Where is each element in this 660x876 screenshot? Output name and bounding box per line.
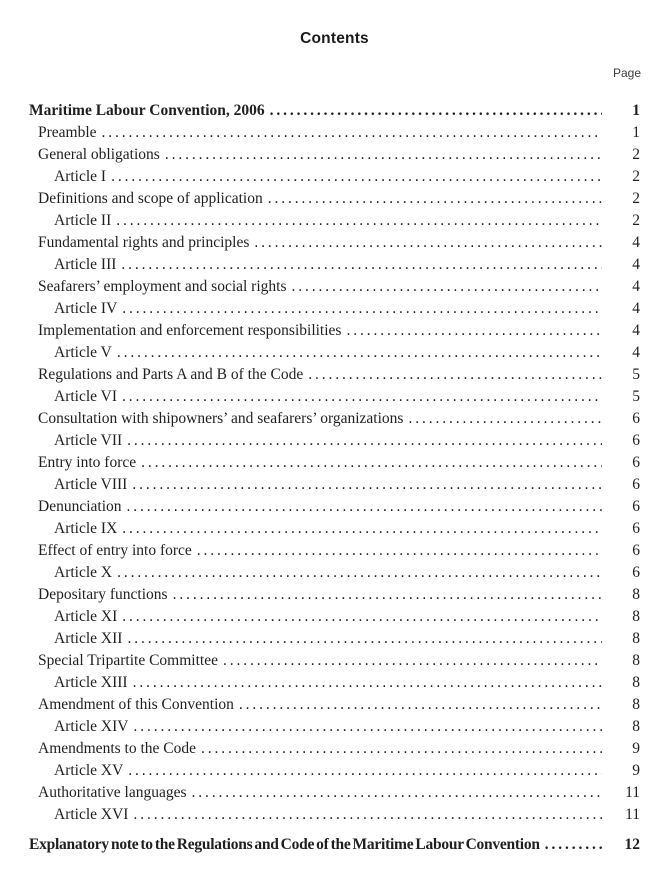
- toc-entry-label: Seafarers’ employment and social rights: [38, 278, 287, 295]
- toc-row: [29, 628, 640, 650]
- dot-leader: [403, 408, 602, 430]
- dot-leader: [218, 650, 602, 672]
- toc-entry-label: Article XI: [54, 608, 118, 625]
- toc-row: [29, 122, 640, 144]
- toc-entry-label: Denunciation: [38, 498, 122, 515]
- toc-row: [29, 298, 640, 320]
- toc-row: [29, 672, 640, 694]
- page-number: 6: [632, 476, 640, 493]
- page-number: 5: [632, 388, 640, 405]
- toc-row: [29, 782, 640, 804]
- dot-leader: [341, 320, 602, 342]
- page-number: 4: [632, 322, 640, 339]
- toc-entry-label: Article II: [54, 212, 112, 229]
- page-title: Contents: [300, 30, 369, 47]
- toc-entry-label: Fundamental rights and principles: [38, 234, 250, 251]
- page-number: 4: [632, 234, 640, 251]
- page-number: 1: [632, 102, 640, 119]
- dot-leader: [112, 342, 602, 364]
- dot-leader: [234, 694, 602, 716]
- toc-list: [29, 100, 640, 856]
- page-number: 2: [632, 146, 640, 163]
- dot-leader: [303, 364, 602, 386]
- page-number: 6: [632, 564, 640, 581]
- page-number: 9: [632, 762, 640, 779]
- page-number: 5: [632, 366, 640, 383]
- toc-row: [29, 188, 640, 210]
- toc-entry-label: Article XIII: [54, 674, 128, 691]
- toc-row: [29, 320, 640, 342]
- page-number: 2: [632, 168, 640, 185]
- toc-entry-label: Article IX: [54, 520, 118, 537]
- dot-leader: [196, 738, 602, 760]
- page-column-header: Page: [612, 66, 641, 80]
- toc-entry-label: Article XIV: [54, 718, 129, 735]
- page-number: 4: [632, 344, 640, 361]
- toc-row: [29, 452, 640, 474]
- toc-entry-label: Regulations and Parts A and B of the Code: [38, 366, 304, 383]
- dot-leader: [122, 430, 602, 452]
- dot-leader: [127, 474, 602, 496]
- toc-entry-label: Article VII: [54, 432, 123, 449]
- toc-entry-label: Article IV: [54, 300, 118, 317]
- dot-leader: [117, 606, 602, 628]
- toc-row: [29, 386, 640, 408]
- toc-row: [29, 804, 640, 826]
- toc-entry-label: Article VIII: [54, 476, 128, 493]
- toc-entry-label: Amendment of this Convention: [38, 696, 234, 713]
- toc-entry-label: Entry into force: [38, 454, 137, 471]
- dot-leader: [123, 760, 602, 782]
- page-number: 2: [632, 212, 640, 229]
- toc-entry-label: Definitions and scope of application: [38, 190, 263, 207]
- dot-leader: [187, 782, 603, 804]
- toc-row: [29, 562, 640, 584]
- page-number: 6: [632, 498, 640, 515]
- dot-leader: [136, 452, 602, 474]
- dot-leader: [263, 188, 602, 210]
- toc-entry-label: Article X: [54, 564, 113, 581]
- toc-entry-label: Article V: [54, 344, 112, 361]
- page-number: 8: [632, 674, 640, 691]
- toc-entry-label: Article XII: [54, 630, 123, 647]
- toc-entry-label: Implementation and enforcement responsibilities: [38, 322, 342, 339]
- toc-row: [29, 166, 640, 188]
- page-number: 6: [632, 410, 640, 427]
- toc-row: [29, 100, 640, 122]
- dot-leader: [128, 672, 602, 694]
- page-number: 11: [625, 806, 640, 823]
- toc-row: [29, 408, 640, 430]
- page-number: 8: [632, 718, 640, 735]
- dot-leader: [112, 562, 602, 584]
- toc-entry-label: Amendments to the Code: [38, 740, 196, 757]
- page-number: 4: [632, 278, 640, 295]
- toc-entry-label: Depositary functions: [38, 586, 168, 603]
- toc-entry-label: Article VI: [54, 388, 117, 405]
- toc-entry-label: Special Tripartite Committee: [38, 652, 218, 669]
- toc-entry-label: Article XVI: [54, 806, 129, 823]
- toc-entry-label: Effect of entry into force: [38, 542, 192, 559]
- page-number: 8: [632, 696, 640, 713]
- dot-leader: [168, 584, 602, 606]
- toc-row: [29, 650, 640, 672]
- toc-row: [29, 254, 640, 276]
- toc-entry-label: General obligations: [38, 146, 160, 163]
- toc-row: [29, 760, 640, 782]
- dot-leader: [116, 254, 602, 276]
- toc-row: [29, 430, 640, 452]
- page-number: 11: [625, 784, 640, 801]
- toc-row: [29, 342, 640, 364]
- toc-row: [29, 584, 640, 606]
- toc-entry-label: Article I: [54, 168, 107, 185]
- dot-leader: [117, 518, 602, 540]
- toc-row: [29, 716, 640, 738]
- toc-row: [29, 364, 640, 386]
- toc-row: [29, 694, 640, 716]
- toc-row: [29, 144, 640, 166]
- page-number: 6: [632, 520, 640, 537]
- toc-entry-label: Article III: [54, 256, 117, 273]
- page-number: 2: [632, 190, 640, 207]
- dot-leader: [111, 210, 602, 232]
- toc-row: [29, 276, 640, 298]
- page-number: 1: [632, 124, 640, 141]
- page-number: 4: [632, 300, 640, 317]
- dot-leader: [128, 804, 602, 826]
- dot-leader: [192, 540, 602, 562]
- page-number: 8: [632, 652, 640, 669]
- page-number: 8: [632, 608, 640, 625]
- dot-leader: [265, 100, 602, 122]
- toc-row: [29, 606, 640, 628]
- page-number: 9: [632, 740, 640, 757]
- page-number: 6: [632, 454, 640, 471]
- dot-leader: [117, 298, 602, 320]
- toc-entry-label: Explanatory note to the Regulations and Code of the Maritime Labour Convention: [29, 836, 540, 853]
- toc-row: [29, 834, 640, 856]
- page-number: 6: [632, 542, 640, 559]
- toc-entry-label: Preamble: [38, 124, 97, 141]
- toc-row: [29, 540, 640, 562]
- page-number: 6: [632, 432, 640, 449]
- dot-leader: [122, 496, 602, 518]
- dot-leader: [117, 386, 602, 408]
- dot-leader: [249, 232, 602, 254]
- toc-entry-label: Authoritative languages: [38, 784, 187, 801]
- page-number: 4: [632, 256, 640, 273]
- toc-entry-label: Article XV: [54, 762, 124, 779]
- dot-leader: [160, 144, 602, 166]
- toc-row: [29, 232, 640, 254]
- toc-row: [29, 738, 640, 760]
- page-number: 8: [632, 630, 640, 647]
- toc-row: [29, 210, 640, 232]
- page-number: 8: [632, 586, 640, 603]
- toc-row: [29, 518, 640, 540]
- dot-leader: [106, 166, 602, 188]
- toc-row: [29, 474, 640, 496]
- toc-row: [29, 496, 640, 518]
- dot-leader: [122, 628, 602, 650]
- dot-leader: [97, 122, 602, 144]
- toc-entry-label: Maritime Labour Convention, 2006: [29, 102, 265, 119]
- toc-entry-label: Consultation with shipowners’ and seafarers’ organizations: [38, 410, 404, 427]
- dot-leader: [540, 834, 602, 856]
- dot-leader: [128, 716, 602, 738]
- page-number: 12: [624, 836, 640, 853]
- dot-leader: [287, 276, 603, 298]
